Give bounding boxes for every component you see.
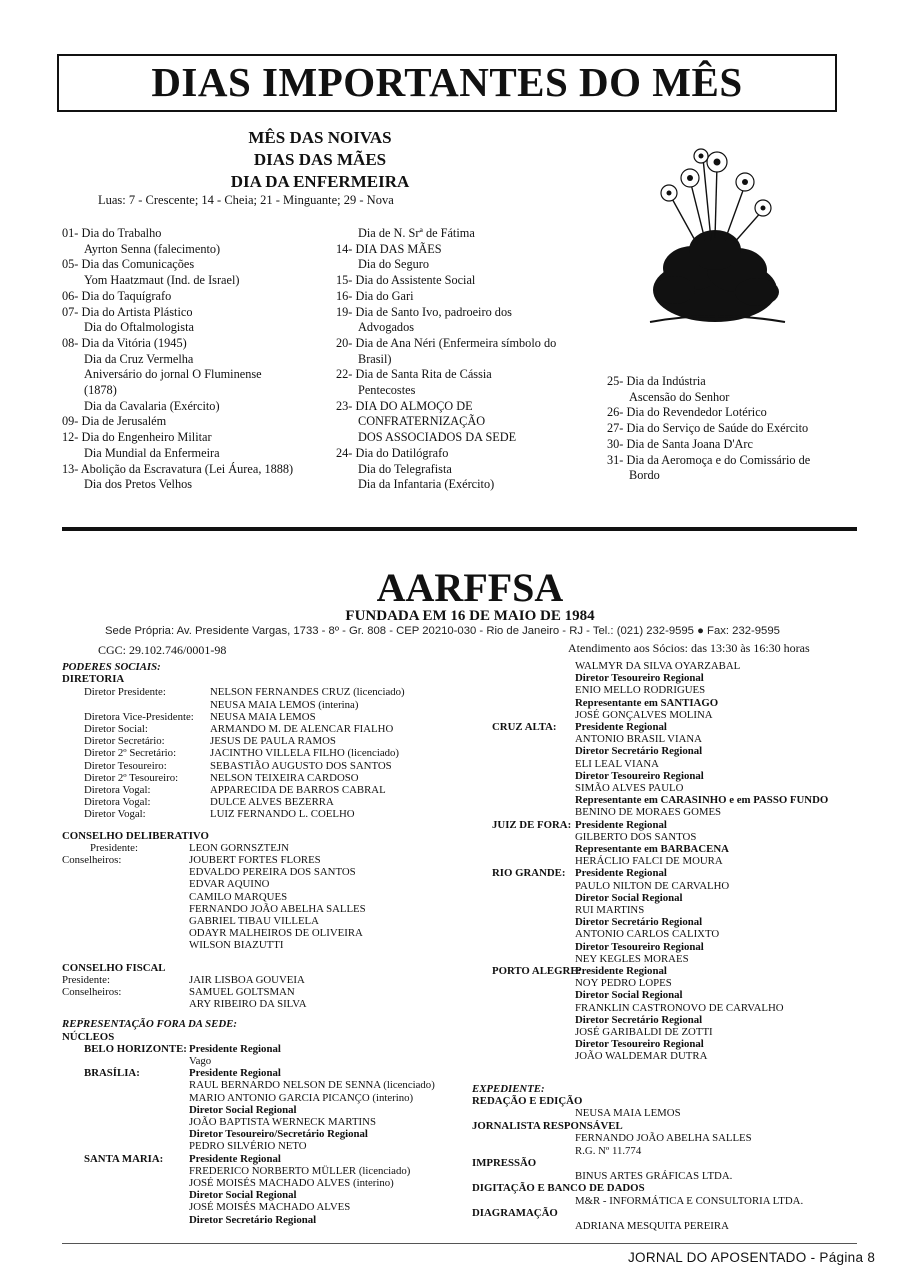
member-name: SAMUEL GOLTSMAN — [189, 986, 295, 998]
role-label: Presidente Regional — [575, 818, 667, 831]
day-entry: 14- DIA DAS MÃES — [336, 241, 442, 256]
role-label: Diretor Social Regional — [575, 989, 683, 1002]
branch-label: SANTA MARIA: — [84, 1152, 164, 1165]
member-name: ODAYR MALHEIROS DE OLIVEIRA — [189, 927, 363, 940]
member-name: RUI MARTINS — [575, 904, 645, 916]
member-name: PAULO NILTON DE CARVALHO — [575, 879, 730, 892]
member-name: WILSON BIAZUTTI — [189, 939, 284, 952]
role-label: Diretor Secretário Regional — [575, 916, 703, 929]
expediente-section: REDAÇÃO E EDIÇÃO — [472, 1094, 583, 1107]
left-directory — [62, 661, 462, 1241]
day-entry: Ascensão do Senhor — [629, 389, 730, 404]
member-name: JOSÉ GONÇALVES MOLINA — [575, 708, 713, 721]
role-label: Diretora Vogal: — [84, 796, 151, 809]
role-label: Diretor 2º Tesoureiro: — [84, 771, 179, 784]
role-label: Diretor Tesoureiro Regional — [575, 1038, 704, 1051]
member-name: SEBASTIÃO AUGUSTO DOS SANTOS — [210, 759, 392, 772]
day-entry: CONFRATERNIZAÇÃO — [358, 414, 486, 429]
role-label: Diretor Tesoureiro/Secretário Regional — [189, 1128, 368, 1141]
expediente-value: FERNANDO JOÃO ABELHA SALLES — [575, 1132, 752, 1145]
role-label: Presidente Regional — [575, 965, 667, 977]
member-name: Vago — [189, 1055, 212, 1067]
member-name: NELSON FERNANDES CRUZ (licenciado) — [210, 686, 405, 699]
role-label: Diretor Tesoureiro: — [84, 759, 167, 772]
cgc-number: CGC: 29.102.746/0001-98 — [98, 643, 227, 657]
day-entry: Brasil) — [358, 351, 392, 366]
day-entry: 08- Dia da Vitória (1945) — [62, 335, 187, 350]
section-divider — [62, 527, 857, 531]
expediente-heading: EXPEDIENTE: — [472, 1082, 545, 1095]
day-entry: Aniversário do jornal O Fluminense — [84, 367, 262, 382]
role-label: Representante em BARBACENA — [575, 843, 729, 855]
member-name: NOY PEDRO LOPES — [575, 977, 672, 990]
day-entry: 31- Dia da Aeromoça e do Comissário de — [607, 452, 811, 467]
days-column-3 — [607, 374, 861, 484]
expediente-value: ADRIANA MESQUITA PEREIRA — [575, 1219, 729, 1232]
branch-label: JUIZ DE FORA: — [492, 818, 572, 831]
role-label: Presidente Regional — [189, 1042, 281, 1055]
member-name: NEY KEGLES MORAES — [575, 952, 689, 965]
subtitle-enfermeira: DIA DA ENFERMEIRA — [230, 172, 410, 191]
member-name: APPARECIDA DE BARROS CABRAL — [210, 784, 386, 796]
member-name: EDVAR AQUINO — [189, 878, 270, 891]
poderes-sociais-heading: PODERES SOCIAIS: — [62, 661, 161, 673]
day-entry: Yom Haatzmaut (Ind. de Israel) — [84, 273, 240, 288]
role-label: Diretora Vogal: — [84, 784, 151, 796]
member-name: JACINTHO VILLELA FILHO (licenciado) — [210, 747, 400, 760]
role-label: Representante em CARASINHO e em PASSO FUNDO — [575, 794, 829, 807]
member-name: JOUBERT FORTES FLORES — [189, 854, 321, 866]
member-name: MARIO ANTONIO GARCIA PICANÇO (interino) — [189, 1091, 414, 1104]
nucleos-heading: NÚCLEOS — [62, 1030, 115, 1043]
branch-label: BELO HORIZONTE: — [84, 1042, 187, 1055]
founded-date: FUNDADA EM 16 DE MAIO DE 1984 — [345, 608, 595, 624]
member-name: GABRIEL TIBAU VILLELA — [189, 915, 319, 927]
member-name: BENINO DE MORAES GOMES — [575, 806, 722, 819]
conselho-fiscal-heading: CONSELHO FISCAL — [62, 961, 166, 974]
flower-illustration — [635, 140, 795, 330]
expediente-section: DIAGRAMAÇÃO — [472, 1207, 558, 1220]
member-name: ARY RIBEIRO DA SILVA — [189, 998, 307, 1011]
member-name: ARMANDO M. DE ALENCAR FIALHO — [210, 723, 394, 735]
subtitle-noivas: MÊS DAS NOIVAS — [248, 128, 392, 147]
role-label: Presidente: — [90, 841, 138, 854]
role-label: Diretor Secretário Regional — [189, 1213, 317, 1226]
day-entry: 22- Dia de Santa Rita de Cássia — [336, 367, 492, 382]
member-name: JOSÉ MOISÉS MACHADO ALVES (interino) — [189, 1177, 394, 1189]
day-entry: Advogados — [358, 320, 415, 335]
role-label: Conselheiros: — [62, 854, 122, 866]
day-entry: 23- DIA DO ALMOÇO DE — [336, 398, 473, 413]
member-name: EDVALDO PEREIRA DOS SANTOS — [189, 866, 356, 879]
day-entry: 27- Dia do Serviço de Saúde do Exército — [607, 421, 809, 436]
role-label: Diretor Presidente: — [84, 686, 166, 699]
member-name: ENIO MELLO RODRIGUES — [575, 684, 706, 697]
diretoria-heading: DIRETORIA — [62, 673, 125, 686]
member-name: SIMÃO ALVES PAULO — [575, 782, 684, 794]
day-entry: 20- Dia de Ana Néri (Enfermeira símbolo do — [336, 335, 557, 350]
conselho-deliberativo-heading: CONSELHO DELIBERATIVO — [62, 829, 209, 842]
opening-hours: Atendimento aos Sócios: das 13:30 às 16:30 horas — [568, 641, 810, 655]
role-label: Conselheiros: — [62, 986, 122, 998]
member-name: ELI LEAL VIANA — [575, 757, 659, 770]
address-line: Sede Própria: Av. Presidente Vargas, 1733 - 8º - Gr. 808 - CEP 20210-030 - Rio de Janeiro - RJ - Tel.: (021) 232-9595 ● Fax: 232-9595 — [105, 625, 780, 637]
day-entry: (1878) — [84, 383, 117, 398]
member-name: LEON GORNSZTEJN — [189, 841, 289, 854]
member-name: JESUS DE PAULA RAMOS — [210, 735, 336, 748]
right-directory — [472, 660, 872, 1232]
role-label: Representante em SANTIAGO — [575, 696, 719, 709]
member-name: PEDRO SILVÉRIO NETO — [189, 1140, 307, 1153]
expediente-value: M&R - INFORMÁTICA E CONSULTORIA LTDA. — [575, 1194, 804, 1207]
day-entry: Dia de N. Srª de Fátima — [358, 226, 475, 240]
branch-label: PORTO ALEGRE: — [492, 965, 582, 977]
role-label: Diretor Secretário Regional — [575, 1013, 703, 1026]
moon-phases: Luas: 7 - Crescente; 14 - Cheia; 21 - Minguante; 29 - Nova — [98, 193, 394, 207]
member-name: DULCE ALVES BEZERRA — [210, 796, 334, 809]
role-label: Diretor Social Regional — [189, 1189, 297, 1202]
branch-label: BRASÍLIA: — [84, 1067, 140, 1080]
branch-label: CRUZ ALTA: — [492, 721, 557, 733]
member-name: JOÃO WALDEMAR DUTRA — [575, 1050, 708, 1063]
member-name: ANTONIO BRASIL VIANA — [575, 733, 702, 746]
day-entry: Dia Mundial da Enfermeira — [84, 445, 220, 460]
member-name: GILBERTO DOS SANTOS — [575, 830, 697, 843]
day-entry: 15- Dia do Assistente Social — [336, 273, 476, 288]
representacao-heading: REPRESENTAÇÃO FORA DA SEDE: — [62, 1018, 237, 1031]
subtitle-maes: DIAS DAS MÃES — [253, 150, 387, 169]
day-entry: Dia da Infantaria (Exército) — [358, 477, 495, 492]
days-column-2 — [336, 226, 590, 493]
role-label: Presidente Regional — [575, 867, 667, 880]
page-title: DIAS IMPORTANTES DO MÊS — [151, 59, 743, 105]
member-name: FREDERICO NORBERTO MÜLLER (licenciado) — [189, 1164, 411, 1177]
branch-label: RIO GRANDE: — [492, 867, 566, 880]
role-label: Diretor Vogal: — [84, 808, 146, 821]
role-label: Diretor Tesoureiro Regional — [575, 769, 704, 782]
day-entry: Bordo — [629, 468, 660, 483]
role-label: Presidente Regional — [575, 721, 667, 733]
day-entry: 19- Dia de Santo Ivo, padroeiro dos — [336, 304, 512, 319]
day-entry: Ayrton Senna (falecimento) — [84, 241, 221, 256]
expediente-section: JORNALISTA RESPONSÁVEL — [472, 1119, 623, 1132]
day-entry: 12- Dia do Engenheiro Militar — [62, 430, 212, 445]
expediente-section: DIGITAÇÃO E BANCO DE DADOS — [472, 1182, 645, 1195]
day-entry: 24- Dia do Datilógrafo — [336, 445, 449, 460]
member-name: JOSÉ GARIBALDI DE ZOTTI — [575, 1026, 713, 1038]
member-name: FERNANDO JOÃO ABELHA SALLES — [189, 902, 366, 915]
member-name: NEUSA MAIA LEMOS (interina) — [210, 698, 359, 711]
day-entry: Dia da Cruz Vermelha — [84, 351, 194, 366]
footer-rule — [62, 1243, 857, 1244]
day-entry: 05- Dia das Comunicações — [62, 257, 195, 272]
day-entry: 13- Abolição da Escravatura (Lei Áurea, 1888) — [62, 461, 294, 476]
association-name: AARFFSA — [376, 565, 564, 610]
role-label: Presidente Regional — [189, 1067, 281, 1080]
role-label: Diretor 2º Secretário: — [84, 747, 177, 760]
role-label: Diretor Secretário Regional — [575, 745, 703, 758]
member-name: ANTONIO CARLOS CALIXTO — [575, 928, 720, 941]
member-name: NEUSA MAIA LEMOS — [210, 710, 316, 723]
expediente-value: BINUS ARTES GRÁFICAS LTDA. — [575, 1169, 733, 1182]
member-name: HERÁCLIO FALCI DE MOURA — [575, 855, 723, 868]
day-entry: 07- Dia do Artista Plástico — [62, 304, 193, 319]
day-entry: Pentecostes — [358, 383, 416, 398]
day-entry: 26- Dia do Revendedor Lotérico — [607, 405, 767, 420]
expediente-value: R.G. Nº 11.774 — [575, 1144, 642, 1157]
day-entry: Dia da Cavalaria (Exército) — [84, 398, 220, 413]
role-label: Presidente: — [62, 973, 110, 986]
day-entry: Dia do Telegrafista — [358, 461, 452, 476]
day-entry: 01- Dia do Trabalho — [62, 226, 162, 240]
day-entry: 09- Dia de Jerusalém — [62, 414, 167, 429]
role-label: Diretor Social: — [84, 723, 148, 735]
member-name: CAMILO MARQUES — [189, 890, 288, 903]
day-entry: 25- Dia da Indústria — [607, 374, 706, 388]
member-name: NELSON TEIXEIRA CARDOSO — [210, 771, 359, 784]
day-entry: Dia do Seguro — [358, 257, 430, 272]
days-column-1 — [62, 226, 324, 493]
expediente-section: IMPRESSÃO — [472, 1157, 537, 1170]
day-entry: Dia do Oftalmologista — [84, 320, 194, 335]
role-label: Diretora Vice-Presidente: — [84, 710, 194, 723]
day-entry: 30- Dia de Santa Joana D'Arc — [607, 436, 753, 451]
member-name: LUIZ FERNANDO L. COELHO — [210, 808, 355, 821]
role-label: Diretor Tesoureiro Regional — [575, 940, 704, 953]
role-label: Presidente Regional — [189, 1152, 281, 1165]
role-label: Diretor Social Regional — [189, 1103, 297, 1116]
member-name: JOSÉ MOISÉS MACHADO ALVES — [189, 1201, 351, 1214]
member-name: FRANKLIN CASTRONOVO DE CARVALHO — [575, 1001, 784, 1014]
member-name: JAIR LISBOA GOUVEIA — [189, 973, 305, 986]
member-name: WALMYR DA SILVA OYARZABAL — [575, 660, 741, 672]
day-entry: 16- Dia do Gari — [336, 288, 414, 303]
footer-page-label: JORNAL DO APOSENTADO - Página 8 — [628, 1250, 876, 1265]
day-entry: 06- Dia do Taquígrafo — [62, 288, 172, 303]
expediente-value: NEUSA MAIA LEMOS — [575, 1107, 681, 1120]
day-entry: Dia dos Pretos Velhos — [84, 477, 193, 492]
day-entry: DOS ASSOCIADOS DA SEDE — [358, 430, 517, 445]
member-name: JOÃO BAPTISTA WERNECK MARTINS — [189, 1116, 376, 1128]
role-label: Diretor Secretário: — [84, 735, 165, 748]
role-label: Diretor Social Regional — [575, 891, 683, 904]
role-label: Diretor Tesoureiro Regional — [575, 672, 704, 685]
member-name: RAUL BERNARDO NELSON DE SENNA (licenciado) — [189, 1079, 435, 1092]
